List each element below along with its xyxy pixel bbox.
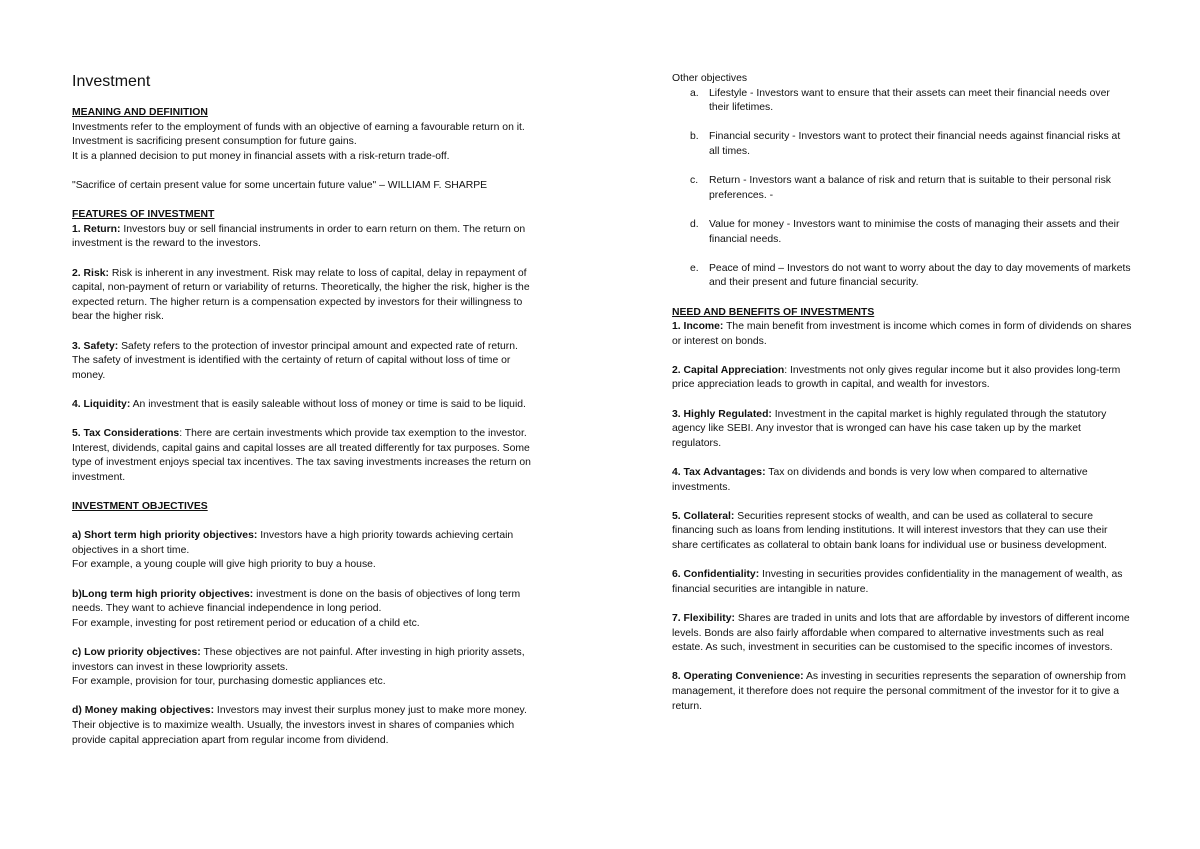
objective-long-term — [72, 588, 532, 617]
objective-text: Investors may invest their surplus money just to make more money. Their objective is to maximize wealth. Usually, the investors invest in shares of companies which provide capital appreciation apart from regular income from dividend. — [72, 705, 527, 746]
list-marker: d. — [690, 218, 699, 230]
list-marker: e. — [690, 262, 699, 274]
objective-money-making — [72, 704, 532, 748]
list-item-text: Value for money - Investors want to minimise the costs of managing their assets and their financial needs. — [709, 218, 1120, 245]
objectives-heading: INVESTMENT OBJECTIVES — [72, 501, 208, 513]
benefit-label: 3. Highly Regulated: — [672, 408, 772, 420]
benefit-confidentiality — [672, 568, 1132, 597]
feature-text: : There are certain investments which provide tax exemption to the investor. Interest, dividends, capital gains and capital losses are all treated differently for tax purposes. Some type of investment enjoys special tax incentives. The tax saving investments increases the return on investment. — [72, 428, 531, 483]
benefit-label: 1. Income: — [672, 321, 724, 333]
objective-text: investment is done on the basis of objectives of long term needs. They want to achieve financial independence in long period. — [72, 588, 521, 615]
benefit-label: 7. Flexibility: — [672, 612, 735, 624]
benefit-income — [672, 320, 1132, 349]
feature-text: Safety refers to the protection of investor principal amount and expected rate of return. The safety of investment is identified with the certainty of return of capital without loss of time or money. — [72, 340, 518, 381]
right-column — [672, 72, 1132, 714]
benefit-capital-appreciation — [672, 364, 1132, 393]
meaning-paragraph-1: Investments refer to the employment of funds with an objective of earning a favourable return on it. Investment is sacrificing present consumption for future gains. — [72, 121, 525, 148]
benefit-flexibility — [672, 612, 1132, 656]
benefit-text: Tax on dividends and bonds is very low when compared to alternative investments. — [672, 467, 1088, 493]
page-title: Investment — [72, 73, 151, 90]
feature-label: 4. Liquidity: — [72, 398, 131, 410]
list-item — [672, 130, 1132, 159]
benefit-text: As investing in securities represents the separation of ownership from management, it therefore does not require the personal commitment of the investor for it to give a return. — [672, 671, 1126, 712]
benefit-text: : Investments not only gives regular income but it also provides long-term price appreciation leads to growth in capital, and wealth for investors. — [672, 364, 1121, 391]
other-objectives-intro: Other objectives — [672, 73, 748, 84]
objective-text: Investors have a high priority towards achieving certain objectives in a short time. — [72, 530, 514, 556]
feature-label: 2. Risk: — [72, 267, 109, 279]
benefit-text: Investment in the capital market is highly regulated through the statutory agency like SEBI. Any investor that is wronged can have his case taken up by the market regulators. — [672, 408, 1107, 449]
list-item-text: Financial security - Investors want to protect their financial needs against financial risks at all times. — [709, 131, 1121, 157]
list-item — [672, 87, 1132, 116]
feature-label: 3. Safety: — [72, 340, 119, 352]
feature-text: An investment that is easily saleable without loss of money or time is said to be liquid. — [130, 398, 526, 410]
benefit-collateral — [672, 510, 1132, 554]
benefit-text: The main benefit from investment is income which comes in form of dividends on shares or interest on bonds. — [672, 321, 1132, 347]
needs-heading: NEED AND BENEFITS OF INVESTMENTS — [672, 306, 875, 318]
objective-example: For example, provision for tour, purchasing domestic appliances etc. — [72, 676, 386, 688]
feature-label: 1. Return: — [72, 223, 121, 235]
list-item-text: Peace of mind – Investors do not want to worry about the day to day movements of markets and their present and future financial security. — [709, 262, 1131, 289]
objective-low-priority — [72, 646, 532, 675]
feature-liquidity — [72, 398, 532, 413]
feature-label: 5. Tax Considerations — [72, 428, 180, 440]
benefit-label: 6. Confidentiality: — [672, 569, 760, 581]
objective-label: b)Long term high priority objectives: — [72, 588, 254, 600]
feature-safety — [72, 340, 532, 384]
feature-text: Investors buy or sell financial instruments in order to earn return on them. The return on investment is the reward to the investors. — [72, 223, 526, 250]
list-item-text: Lifestyle - Investors want to ensure that their assets can meet their financial needs over their lifetimes. — [709, 87, 1110, 114]
benefit-text: Investing in securities provides confidentiality in the management of wealth, as financial securities are intangible in nature. — [672, 569, 1123, 595]
benefit-text: Shares are traded in units and lots that are affordable by investors of different income levels. Bonds are also fairly affordable when compared to alternative investments such as real estate. As such, investment in securities can be customised to the specific incomes of investors. — [672, 612, 1130, 654]
list-item — [672, 174, 1132, 203]
objective-label: a) Short term high priority objectives: — [72, 530, 258, 542]
other-objectives-list — [672, 87, 1132, 291]
list-marker: c. — [690, 175, 699, 187]
benefit-label: 4. Tax Advantages: — [672, 467, 766, 479]
benefit-text: Securities represent stocks of wealth, and can be used as collateral to secure financing such as loans from lending institutions. It will interest investors that they can use their share certificates as collateral to obtain bank loans for individual use or business development. — [672, 510, 1108, 551]
benefit-operating-convenience — [672, 670, 1132, 714]
list-item — [672, 218, 1132, 247]
benefit-label: 5. Collateral: — [672, 510, 735, 522]
objective-text: These objectives are not painful. After investing in high priority assets, investors can invest in these lowpriority assets. — [72, 646, 525, 673]
list-marker: a. — [690, 87, 699, 99]
meaning-paragraph-2: It is a planned decision to put money in financial assets with a risk-return trade-off. — [72, 150, 450, 162]
sharpe-quote: "Sacrifice of certain present value for some uncertain future value" – WILLIAM F. SHARPE — [72, 179, 488, 191]
objective-example: For example, investing for post retirement period or education of a child etc. — [72, 617, 420, 629]
feature-risk — [72, 267, 532, 325]
feature-return — [72, 223, 532, 252]
feature-tax — [72, 427, 532, 485]
list-item — [672, 262, 1132, 291]
feature-text: Risk is inherent in any investment. Risk may relate to loss of capital, delay in repayment of capital, non-payment of return or variability of returns. Theoretically, the higher the risk, higher is the expected return. The higher return is a compensation expected by investors for their willingness to bear the higher risk. — [72, 267, 530, 323]
objective-label: d) Money making objectives: — [72, 705, 215, 717]
list-marker: b. — [690, 131, 699, 143]
benefit-tax-advantages — [672, 466, 1132, 495]
left-column — [72, 72, 532, 748]
objective-example: For example, a young couple will give high priority to buy a house. — [72, 559, 376, 571]
features-heading: FEATURES OF INVESTMENT — [72, 209, 215, 221]
meaning-heading: MEANING AND DEFINITION — [72, 107, 208, 118]
objective-label: c) Low priority objectives: — [72, 646, 201, 658]
benefit-label: 8. Operating Convenience: — [672, 671, 804, 683]
objective-short-term — [72, 529, 532, 558]
list-item-text: Return - Investors want a balance of risk and return that is suitable to their personal risk preferences. - — [709, 175, 1111, 201]
benefit-label: 2. Capital Appreciation — [672, 364, 785, 376]
benefit-regulated — [672, 408, 1132, 452]
